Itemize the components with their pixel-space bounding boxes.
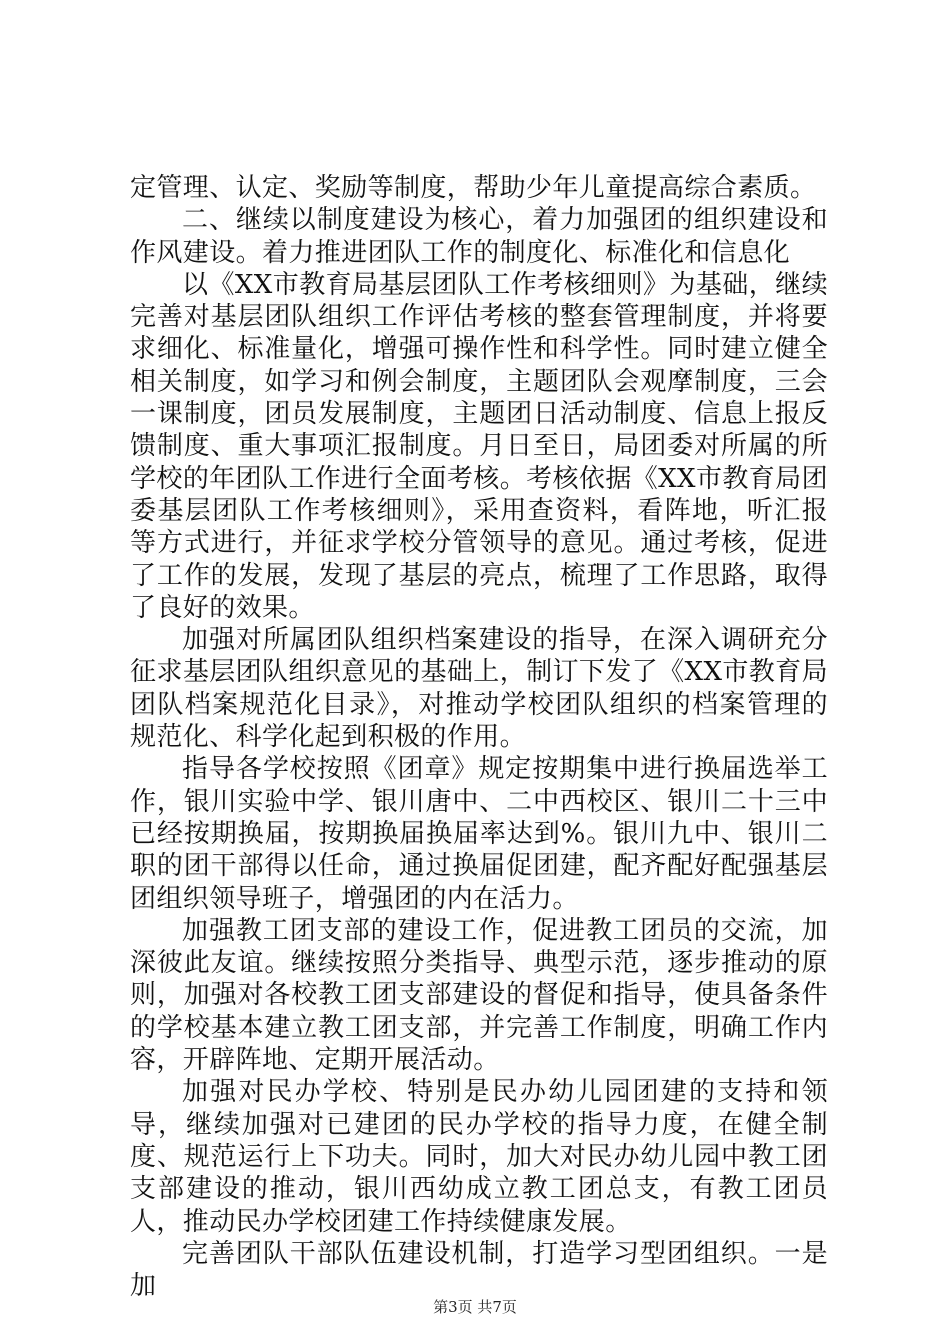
document-body xyxy=(130,172,828,1302)
page-number-footer: 第3页 共7页 xyxy=(433,1298,517,1316)
paragraph-section-heading: 二、继续以制度建设为核心，着力加强团的组织建设和作风建设。着力推进团队工作的制度化、标准化和信息化 xyxy=(130,205,828,268)
paragraph-cadre: 完善团队干部队伍建设机制，打造学习型团组织。一是加 xyxy=(130,1238,828,1302)
paragraph-elections: 指导各学校按照《团章》规定按期集中进行换届选举工作，银川实验中学、银川唐中、二中西校区、银川二十三中已经按期换届，按期换届换届率达到%。银川九中、银川二职的团干部得以任命，通过换届促团建，配齐配好配强基层团组织领导班子，增强团的内在活力。 xyxy=(130,754,828,914)
paragraph-private-schools: 加强对民办学校、特别是民办幼儿园团建的支持和领导，继续加强对已建团的民办学校的指导力度，在健全制度、规范运行上下功夫。同时，加大对民办幼儿园中教工团支部建设的推动，银川西幼成立教工团总支，有教工团员人，推动民办学校团建工作持续健康发展。 xyxy=(130,1077,828,1237)
paragraph-archives: 加强对所属团队组织档案建设的指导，在深入调研充分征求基层团队组织意见的基础上，制订下发了《XX市教育局团队档案规范化目录》，对推动学校团队组织的档案管理的规范化、科学化起到积极的作用。 xyxy=(130,625,828,753)
paragraph-staff-branch: 加强教工团支部的建设工作，促进教工团员的交流，加深彼此友谊。继续按照分类指导、典型示范，逐步推动的原则，加强对各校教工团支部建设的督促和指导，使具备条件的学校基本建立教工团支部，并完善工作制度，明确工作内容，开辟阵地、定期开展活动。 xyxy=(130,915,828,1076)
paragraph-continuation: 定管理、认定、奖励等制度，帮助少年儿童提高综合素质。 xyxy=(130,173,817,203)
paragraph-assessment: 以《XX市教育局基层团队工作考核细则》为基础，继续完善对基层团队组织工作评估考核的整套管理制度，并将要求细化、标准量化，增强可操作性和科学性。同时建立健全相关制度，如学习和例会制度，主题团队会观摩制度，三会一课制度，团员发展制度，主题团日活动制度、信息上报反馈制度、重大事项汇报制度。月日至日，局团委对所属的所学校的年团队工作进行全面考核。考核依据《XX市教育局团委基层团队工作考核细则》，采用查资料，看阵地，听汇报等方式进行，并征求学校分管领导的意见。通过考核，促进了工作的发展，发现了基层的亮点，梳理了工作思路，取得了良好的效果。 xyxy=(130,269,828,623)
